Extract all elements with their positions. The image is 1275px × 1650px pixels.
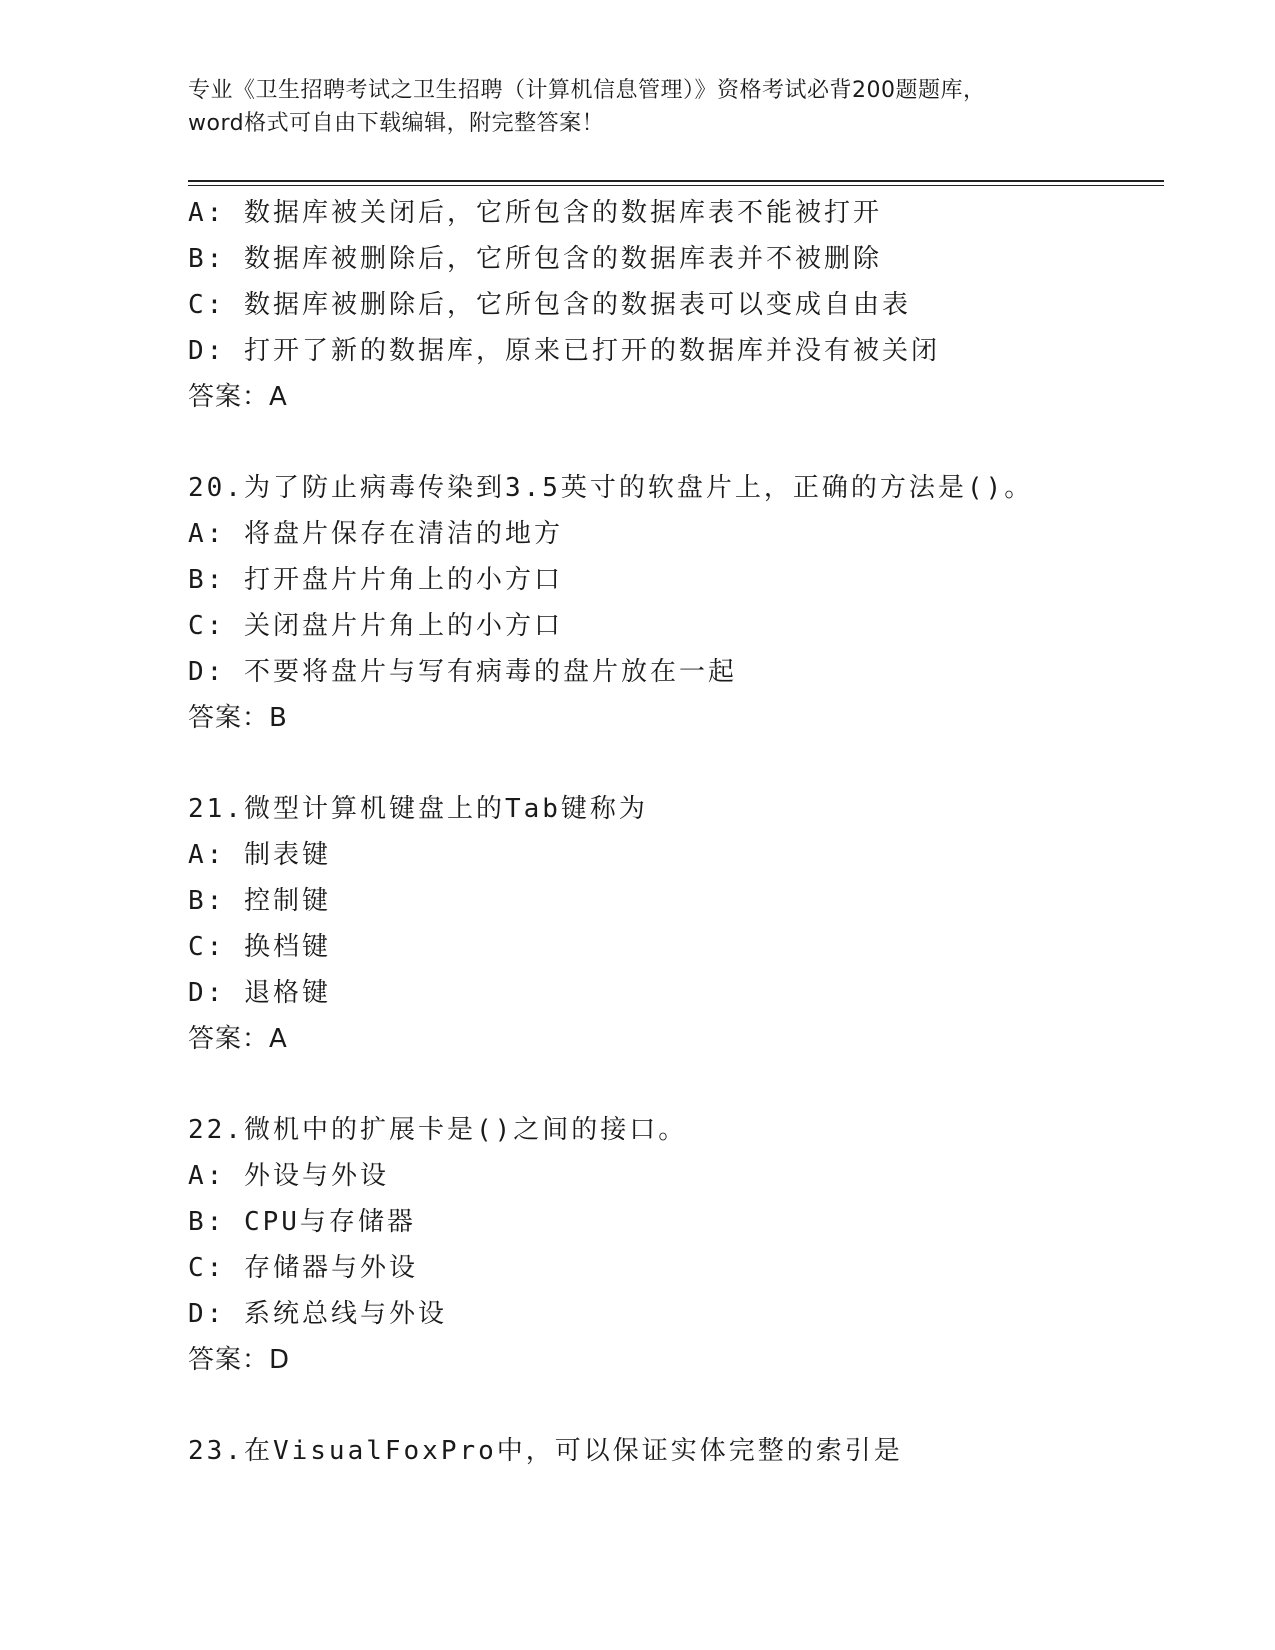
header-divider-thick — [188, 180, 1164, 182]
question-20-option-c: C: 关闭盘片片角上的小方口 — [188, 611, 563, 641]
question-22-answer: 答案：D — [188, 1345, 291, 1375]
question-spacer — [188, 1062, 1164, 1107]
question-23-text: 23.在VisualFoxPro中，可以保证实体完整的索引是 — [188, 1436, 903, 1466]
question-20-option-b: B: 打开盘片片角上的小方口 — [188, 565, 563, 595]
header-divider-thin — [188, 185, 1164, 186]
question-22-option-c: C: 存储器与外设 — [188, 1253, 418, 1283]
question-spacer — [188, 1383, 1164, 1428]
header-title-line-2: word格式可自由下载编辑，附完整答案！ — [188, 111, 605, 136]
question-21-answer: 答案：A — [188, 1024, 288, 1054]
question-list — [188, 190, 1164, 1474]
question-spacer — [188, 741, 1164, 786]
question-19-option-a: A: 数据库被关闭后，它所包含的数据库表不能被打开 — [188, 198, 882, 228]
question-22-option-a: A: 外设与外设 — [188, 1161, 389, 1191]
question-21-option-d: D: 退格键 — [188, 978, 331, 1008]
question-22-option-b: B: CPU与存储器 — [188, 1207, 416, 1237]
question-21-text: 21.微型计算机键盘上的Tab键称为 — [188, 794, 648, 824]
question-19-block — [188, 190, 1164, 420]
question-22-text: 22.微机中的扩展卡是()之间的接口。 — [188, 1115, 688, 1145]
question-19-option-d: D: 打开了新的数据库，原来已打开的数据库并没有被关闭 — [188, 336, 940, 366]
question-21-block — [188, 786, 1164, 1062]
question-spacer — [188, 420, 1164, 465]
question-19-option-b: B: 数据库被删除后，它所包含的数据库表并不被删除 — [188, 244, 882, 274]
document-header — [188, 74, 1088, 140]
question-19-answer: 答案：A — [188, 382, 288, 412]
question-23-block — [188, 1428, 1164, 1474]
question-22-option-d: D: 系统总线与外设 — [188, 1299, 447, 1329]
question-22-block — [188, 1107, 1164, 1383]
question-20-text: 20.为了防止病毒传染到3.5英寸的软盘片上，正确的方法是()。 — [188, 473, 1034, 503]
question-20-answer: 答案：B — [188, 703, 288, 733]
question-19-option-c: C: 数据库被删除后，它所包含的数据表可以变成自由表 — [188, 290, 911, 320]
question-20-option-a: A: 将盘片保存在清洁的地方 — [188, 519, 563, 549]
question-20-option-d: D: 不要将盘片与写有病毒的盘片放在一起 — [188, 657, 737, 687]
question-21-option-a: A: 制表键 — [188, 840, 331, 870]
question-21-option-b: B: 控制键 — [188, 886, 331, 916]
header-title-line-1: 专业《卫生招聘考试之卫生招聘（计算机信息管理）》资格考试必背200题题库， — [188, 78, 986, 103]
question-20-block — [188, 465, 1164, 741]
question-21-option-c: C: 换档键 — [188, 932, 331, 962]
